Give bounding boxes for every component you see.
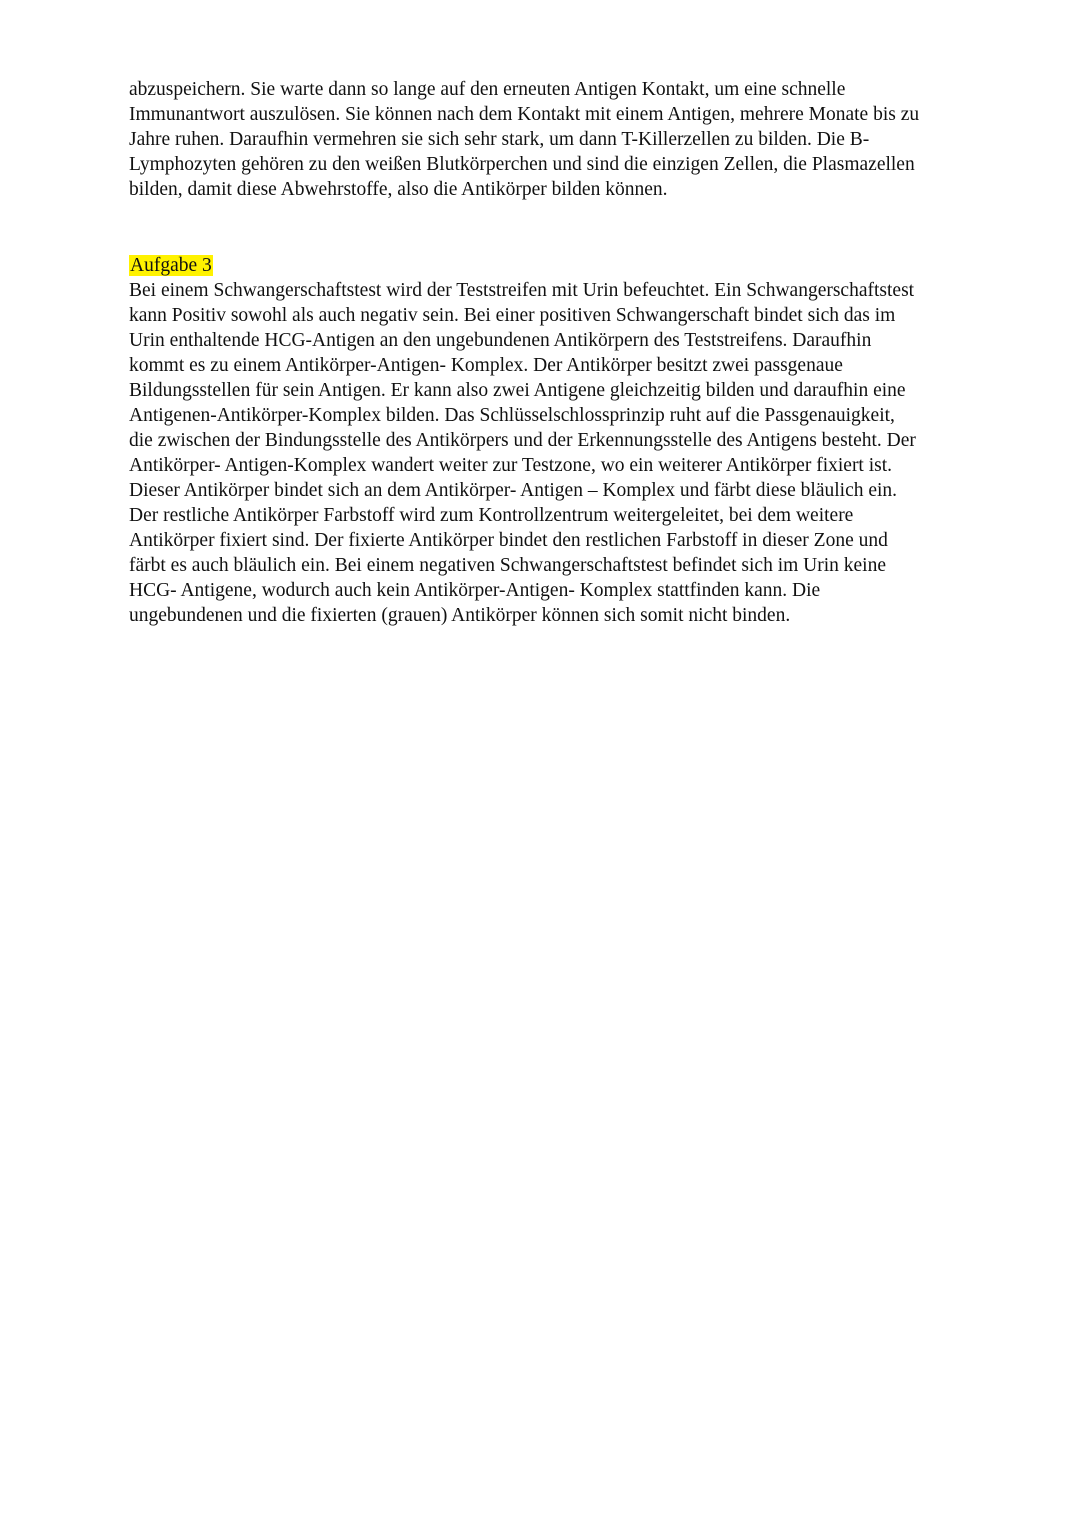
paragraph-line: Urin enthaltende HCG-Antigen an den ungebundenen Antikörpern des Teststreifens. Daraufhin [129, 330, 872, 351]
paragraph-line: Antikörper fixiert sind. Der fixierte Antikörper bindet den restlichen Farbstoff in dieser Zone und [129, 530, 888, 551]
intro-paragraph [129, 77, 1019, 202]
paragraph-line: Antigenen-Antikörper-Komplex bilden. Das Schlüsselschlossprinzip ruht auf die Passgenauigkeit, [129, 405, 895, 426]
paragraph-line: Bildungsstellen für sein Antigen. Er kann also zwei Antigene gleichzeitig bilden und daraufhin eine [129, 380, 906, 401]
paragraph-line: die zwischen der Bindungsstelle des Antikörpers und der Erkennungsstelle des Antigens besteht. Der [129, 430, 916, 451]
paragraph-line: kann Positiv sowohl als auch negativ sein. Bei einer positiven Schwangerschaft bindet sich das im [129, 305, 896, 326]
aufgabe-3-section [129, 253, 1019, 628]
paragraph-line: Der restliche Antikörper Farbstoff wird zum Kontrollzentrum weitergeleitet, bei dem weitere [129, 505, 854, 526]
paragraph-line: Lymphozyten gehören zu den weißen Blutkörperchen und sind die einzigen Zellen, die Plasmazellen [129, 154, 915, 175]
paragraph-line: Dieser Antikörper bindet sich an dem Antikörper- Antigen – Komplex und färbt diese bläulich ein. [129, 480, 898, 501]
paragraph-line: abzuspeichern. Sie warte dann so lange auf den erneuten Antigen Kontakt, um eine schnelle [129, 79, 846, 100]
paragraph-line: Antikörper- Antigen-Komplex wandert weiter zur Testzone, wo ein weiterer Antikörper fixiert ist. [129, 455, 893, 476]
paragraph-line: bilden, damit diese Abwehrstoffe, also die Antikörper bilden können. [129, 179, 668, 200]
paragraph-line: färbt es auch bläulich ein. Bei einem negativen Schwangerschaftstest befindet sich im Urin keine [129, 555, 886, 576]
paragraph-line: Jahre ruhen. Daraufhin vermehren sie sich sehr stark, um dann T-Killerzellen zu bilden. Die B- [129, 129, 870, 150]
paragraph-line: Immunantwort auszulösen. Sie können nach dem Kontakt mit einem Antigen, mehrere Monate bis zu [129, 104, 920, 125]
paragraph-line: Bei einem Schwangerschaftstest wird der Teststreifen mit Urin befeuchtet. Ein Schwangerschaftstest [129, 280, 915, 301]
paragraph-line: ungebundenen und die fixierten (grauen) Antikörper können sich somit nicht binden. [129, 605, 791, 626]
paragraph-line: kommt es zu einem Antikörper-Antigen- Komplex. Der Antikörper besitzt zwei passgenaue [129, 355, 843, 376]
paragraph-line: HCG- Antigene, wodurch auch kein Antikörper-Antigen- Komplex stattfinden kann. Die [129, 580, 821, 601]
section-heading-line [129, 253, 1019, 278]
aufgabe-3-heading: Aufgabe 3 [130, 255, 212, 276]
